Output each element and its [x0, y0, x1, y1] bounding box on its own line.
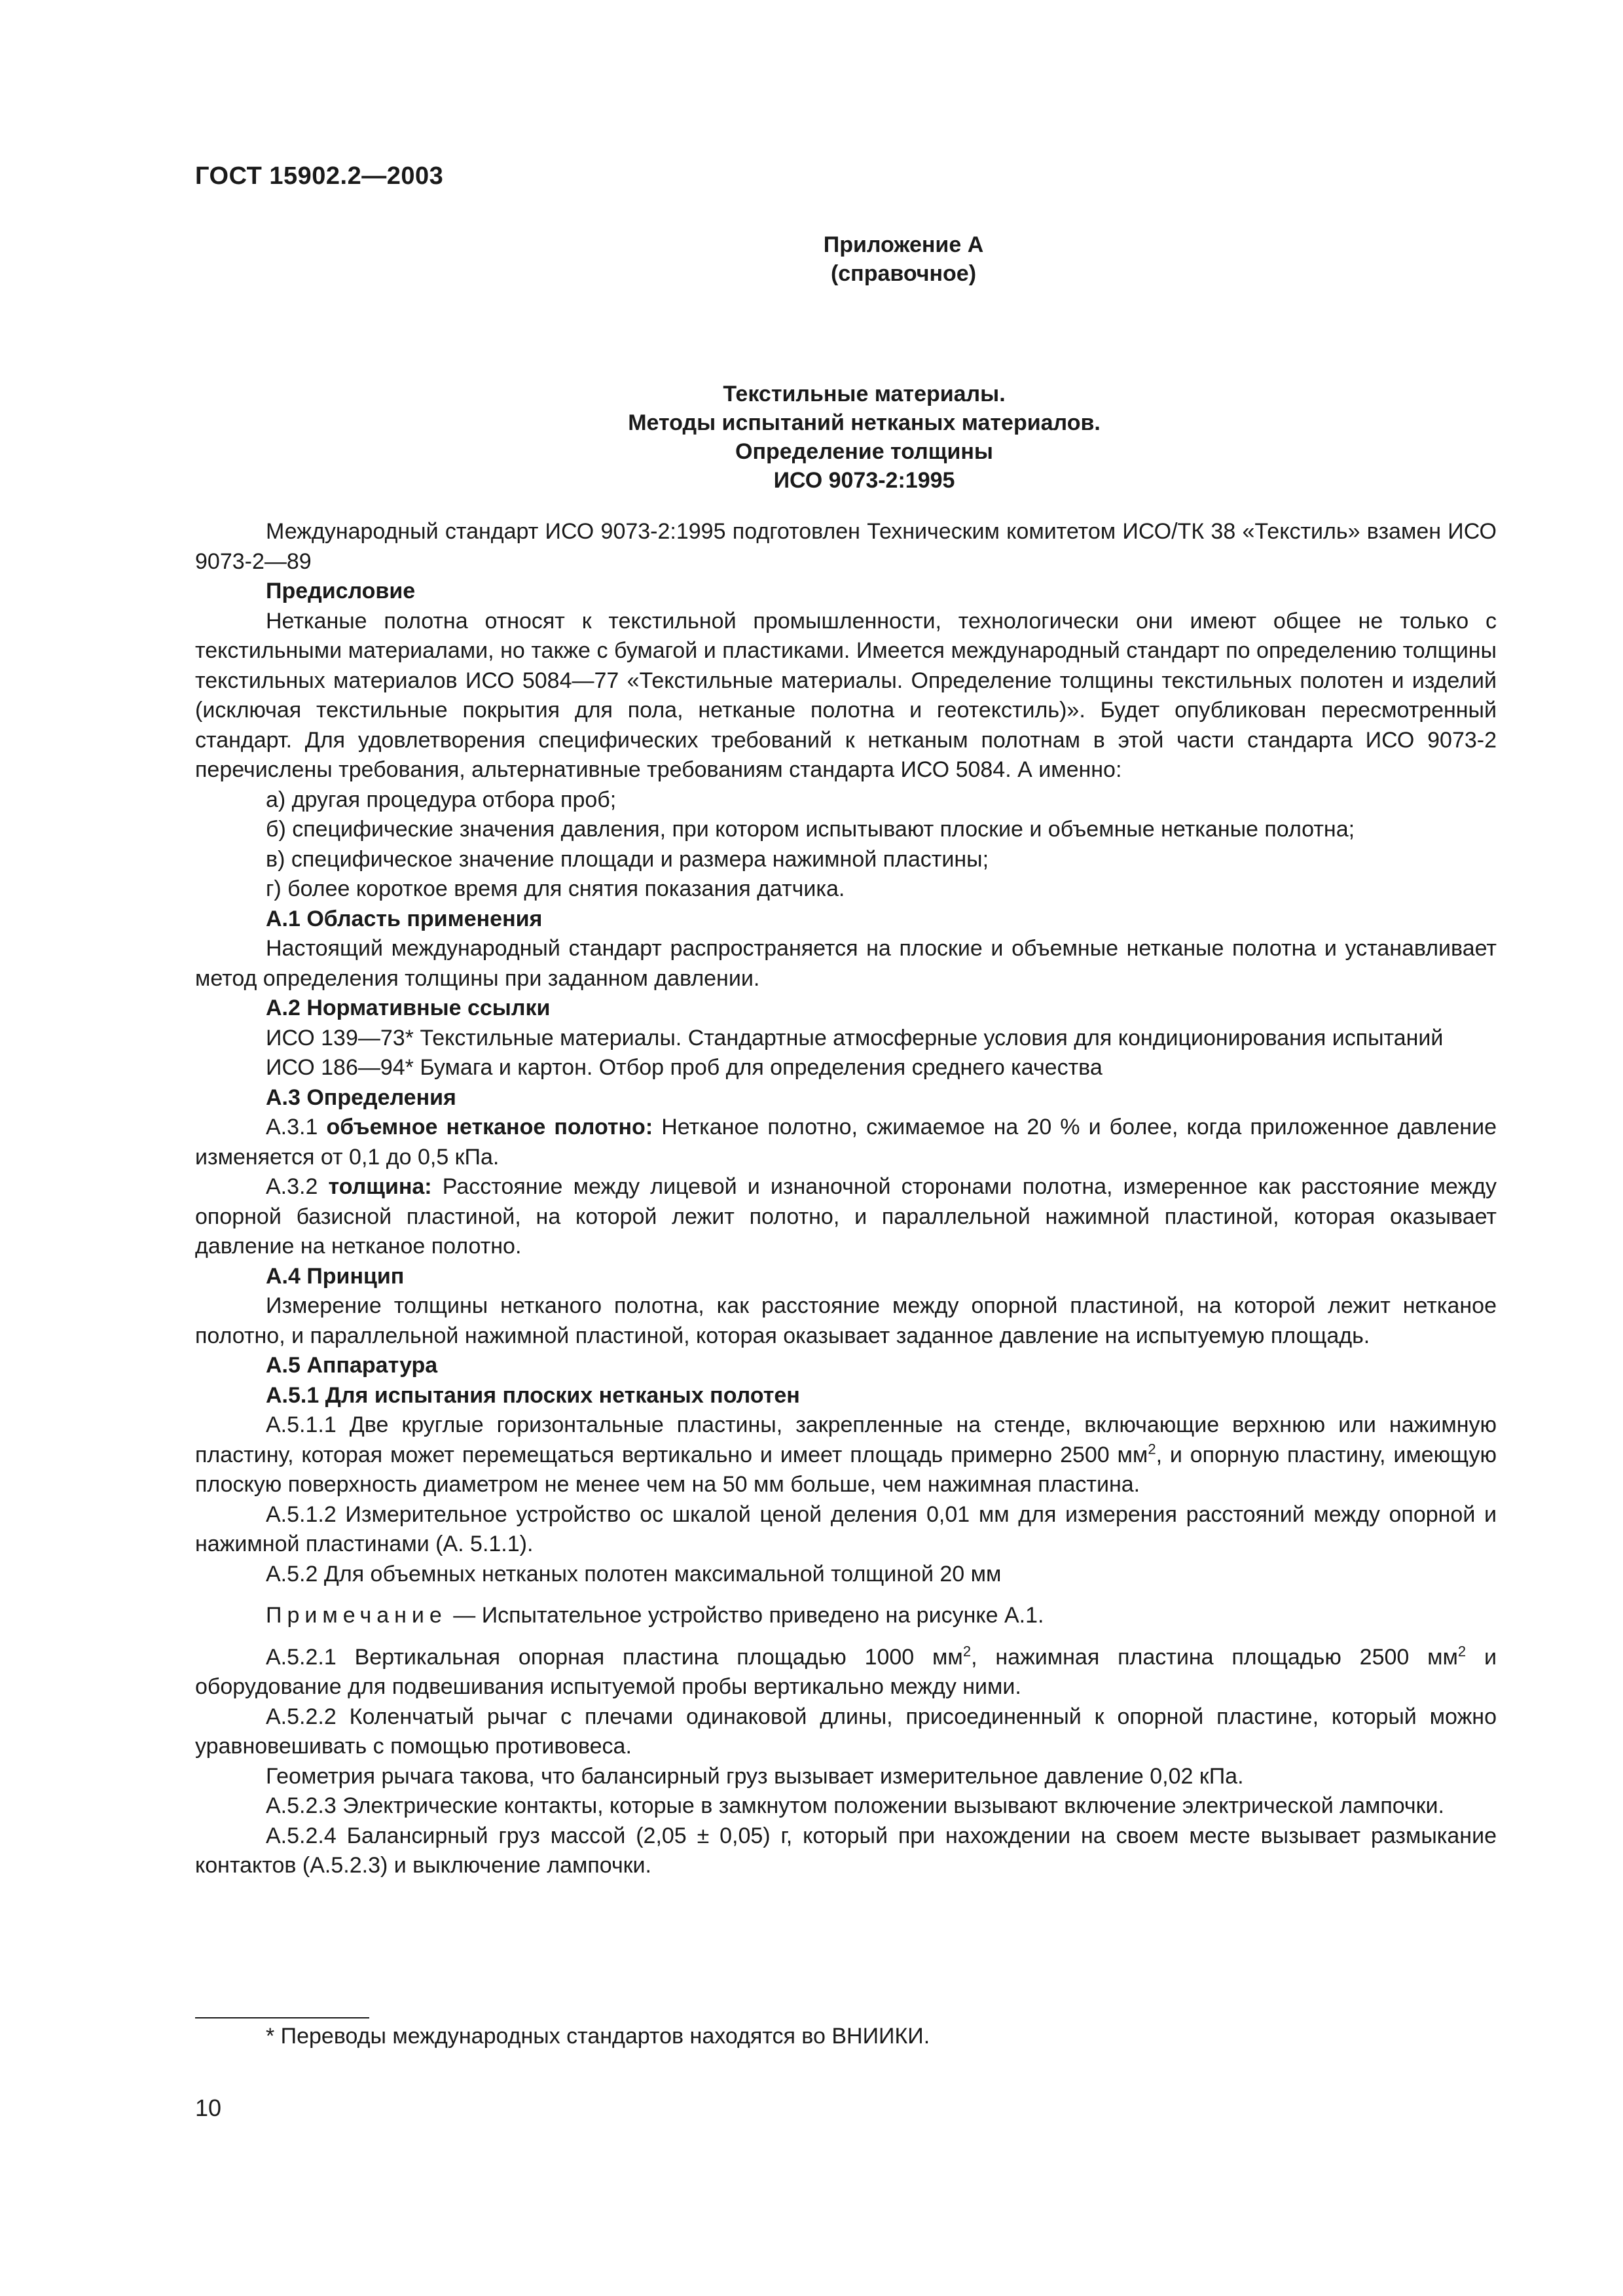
list-item: а) другая процедура отбора проб;	[266, 787, 617, 812]
footnote-divider	[195, 2017, 369, 2018]
appendix-title: Приложение А	[823, 232, 984, 257]
list-item: б) специфические значения давления, при котором испытывают плоские и объемные нетканые полотна;	[266, 817, 1355, 842]
section-heading: А.5 Аппаратура	[266, 1353, 438, 1378]
clause-paragraph	[195, 1410, 1497, 1500]
clause-paragraph: А.5.2.4 Балансирный груз массой (2,05 ± 0,05) г, который при нахождении на своем месте вызывает размыкание контактов (А.5.2.3) и выключение лампочки.	[195, 1823, 1497, 1878]
appendix-type: (справочное)	[830, 261, 977, 286]
definition-paragraph	[195, 1113, 1497, 1172]
list-item: г) более короткое время для снятия показания датчика.	[266, 876, 845, 901]
clause-text: А.5.2.1 Вертикальная опорная пластина площадью 1000 мм	[266, 1644, 963, 1670]
title-line: ИСО 9073-2:1995	[773, 468, 955, 493]
title-line: Определение толщины	[735, 439, 993, 464]
reference-item: ИСО 139—73* Текстильные материалы. Стандартные атмосферные условия для кондиционирования испытаний	[266, 1025, 1444, 1050]
clause-text: , нажимная пластина площадью 2500 мм	[971, 1644, 1458, 1670]
principle-paragraph: Измерение толщины нетканого полотна, как расстояние между опорной пластиной, на которой лежит нетканое полотно, и параллельной нажимной пластиной, которая оказывает заданное давление на испытуемую площадь.	[195, 1293, 1497, 1348]
subsection-heading: А.5.1 Для испытания плоских нетканых полотен	[266, 1382, 800, 1408]
clause-number: А.3.2	[266, 1174, 318, 1199]
standard-code-header: ГОСТ 15902.2—2003	[195, 162, 444, 190]
page-number: 10	[195, 2094, 222, 2121]
clause-paragraph: А.5.1.2 Измерительное устройство ос шкалой ценой деления 0,01 мм для измерения расстояний между опорной и нажимной пластинами (А. 5.1.1).	[195, 1501, 1497, 1556]
clause-paragraph: А.5.2.2 Коленчатый рычаг с плечами одинаковой длины, присоединенный к опорной пластине, который можно уравновешивать с помощью противовеса.	[195, 1704, 1497, 1759]
note-text: — Испытательное устройство приведено на рисунке А.1.	[447, 1603, 1044, 1628]
section-heading: А.1 Область применения	[266, 906, 543, 931]
clause-text: , и опорную пластину, имеющую плоскую поверхность диаметром не менее чем на 50 мм больше, чем нажимная пластина.	[195, 1442, 1497, 1497]
superscript: 2	[1148, 1441, 1156, 1458]
list-item: в) специфическое значение площади и размера нажимной пластины;	[266, 846, 989, 872]
clause-paragraph	[195, 1643, 1497, 1702]
foreword-heading: Предисловие	[266, 579, 416, 603]
appendix-label	[694, 230, 1113, 288]
document-title	[393, 380, 1336, 495]
defined-term: объемное нетканое полотно:	[326, 1115, 653, 1139]
section-heading: А.2 Нормативные ссылки	[266, 996, 551, 1020]
superscript: 2	[962, 1643, 972, 1660]
intro-paragraph: Международный стандарт ИСО 9073-2:1995 подготовлен Техническим комитетом ИСО/ТК 38 «Текстиль» взамен ИСО 9073-2—89	[195, 519, 1497, 574]
clause-paragraph: А.5.2.3 Электрические контакты, которые в замкнутом положении вызывают включение электрической лампочки.	[266, 1793, 1444, 1818]
clause-paragraph: А.5.2 Для объемных нетканых полотен максимальной толщиной 20 мм	[266, 1561, 1002, 1587]
document-body	[195, 517, 1497, 1881]
clause-text: А.5.1.1 Две круглые горизонтальные пластины, закрепленные на стенде, включающие верхнюю или нажимную пластину, которая может перемещаться вертикально и имеет площадь примерно 2500 мм	[195, 1412, 1497, 1467]
definition-paragraph	[195, 1172, 1497, 1262]
clause-paragraph: Геометрия рычага такова, что балансирный груз вызывает измерительное давление 0,02 кПа.	[266, 1763, 1244, 1789]
definition-text: Расстояние между лицевой и изнаночной сторонами полотна, измеренное как расстояние между опорной базисной пластиной, на которой лежит полотно, и параллельной нажимной пластиной, которая оказывает давление на нетканое полотно.	[195, 1174, 1497, 1259]
reference-item: ИСО 186—94* Бумага и картон. Отбор проб для определения среднего качества	[266, 1055, 1103, 1080]
defined-term: толщина:	[328, 1174, 432, 1199]
title-line: Текстильные материалы.	[723, 382, 1006, 406]
clause-number: А.3.1	[266, 1115, 318, 1139]
title-line: Методы испытаний нетканых материалов.	[628, 410, 1101, 435]
superscript: 2	[1457, 1643, 1467, 1660]
note-paragraph	[195, 1601, 1497, 1631]
note-label: Примечание	[266, 1603, 447, 1628]
scope-paragraph: Настоящий международный стандарт распространяется на плоские и объемные нетканые полотна и устанавливает метод определения толщины при заданном давлении.	[195, 936, 1497, 991]
definition-text: Нетканое полотно, сжимаемое на 20 % и более, когда приложенное давление изменяется от 0,1 до 0,5 кПа.	[195, 1115, 1497, 1170]
clause-text: и оборудование для подвешивания испытуемой пробы вертикально между ними.	[195, 1644, 1497, 1699]
section-heading: А.4 Принцип	[266, 1263, 405, 1289]
foreword-paragraph: Нетканые полотна относят к текстильной промышленности, технологически они имеют общее не только с текстильными материалами, но также с бумагой и пластиками. Имеется международный стандарт по определению толщины текстильных материалов ИСО 5084—77 «Текстильные материалы. Определение толщины текстильных полотен и изделий (исключая текстильные покрытия для пола, нетканые полотна и геотекстиль)». Будет опубликован пересмотренный стандарт. Для удовлетворения специфических требований к нетканым полотнам в этой части стандарта ИСО 9073-2 перечислены требования, альтернативные требованиям стандарта ИСО 5084. А именно:	[195, 608, 1497, 782]
footnote: * Переводы международных стандартов находятся во ВНИИКИ.	[266, 2024, 930, 2049]
section-heading: А.3 Определения	[266, 1085, 456, 1110]
